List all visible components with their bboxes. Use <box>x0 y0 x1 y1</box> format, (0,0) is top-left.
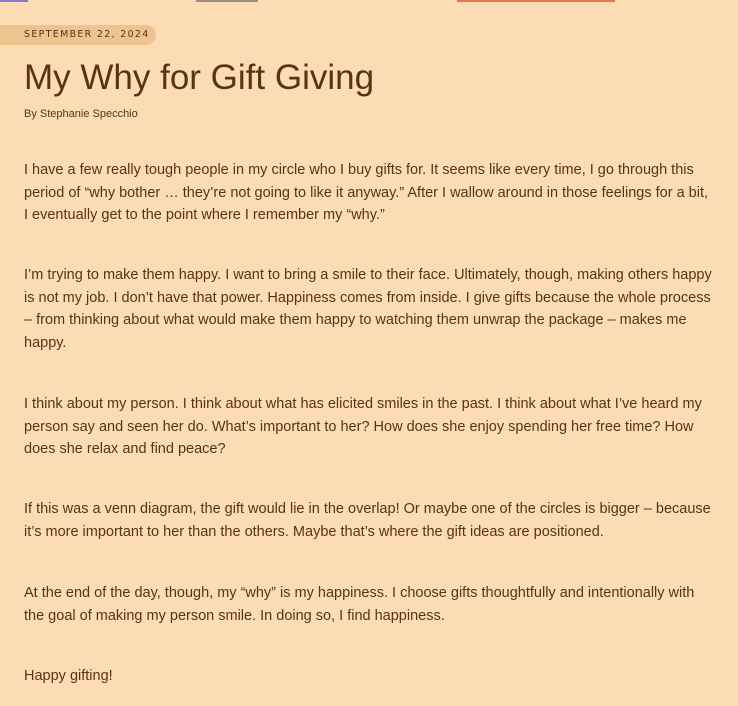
top-strip-gray <box>196 0 258 2</box>
post-paragraph: At the end of the day, though, my “why” is my happiness. I choose gifts thoughtfully and intentionally with the goal of making my person smile. In doing so, I find happiness. <box>24 585 695 624</box>
post-paragraph: I have a few really tough people in my circle who I buy gifts for. It seems like every time, I go through this period of “why bother … they’re not going to like it anyway.” After I wallow around in those feelings for a bit, I eventually get to the point where I remember my “why.” <box>24 162 709 224</box>
post-byline: By Stephanie Specchio <box>24 108 138 120</box>
post-title: My Why for Gift Giving <box>24 58 375 97</box>
post-paragraph: If this was a venn diagram, the gift would lie in the overlap! Or maybe one of the circles is bigger – because it’s more important to her than the others. Maybe that’s where the gift ideas are positioned. <box>24 501 711 540</box>
top-strip-orange <box>457 0 615 2</box>
post-date-badge: SEPTEMBER 22, 2024 <box>0 25 156 45</box>
post-paragraph: I’m trying to make them happy. I want to bring a smile to their face. Ultimately, though, making others happy is not my job. I don’t have that power. Happiness comes from inside. I give gifts because the whole process – from thinking about what would make them happy to watching them unwrap the package – makes me happy. <box>24 267 712 352</box>
post-paragraph: Happy gifting! <box>24 668 113 684</box>
top-strip-purple <box>0 0 28 2</box>
post-paragraph: I think about my person. I think about what has elicited smiles in the past. I think about what I’ve heard my person say and seen her do. What’s important to her? How does she enjoy spending her free time? How does she relax and find peace? <box>24 396 702 458</box>
